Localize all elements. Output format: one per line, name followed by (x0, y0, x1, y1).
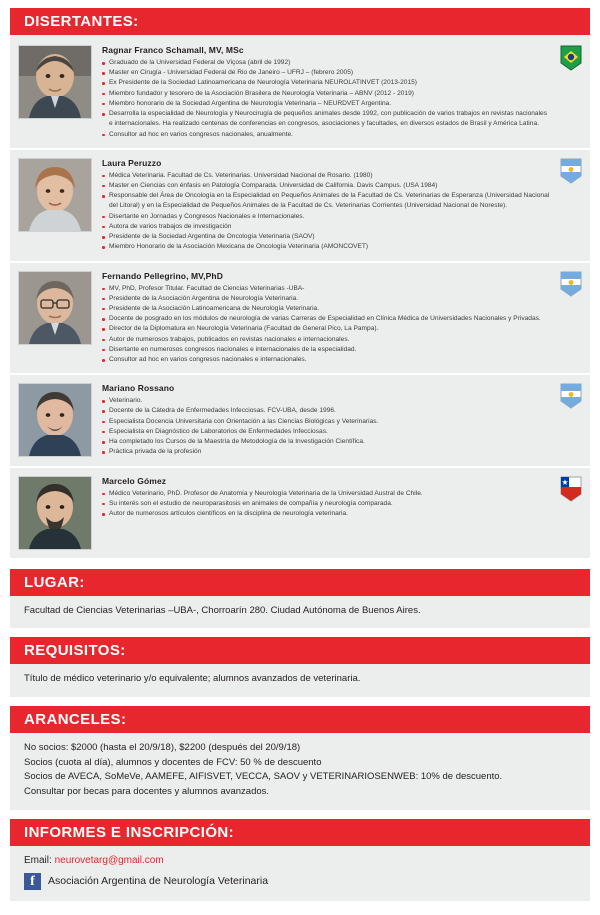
speaker-bullet: Master en Ciencias con énfasis en Patología Comparada. Universidad de California. Davis Campus. (USA 1984) (102, 181, 552, 191)
fees-line: No socios: $2000 (hasta el 20/9/18), $2200 (después del 20/9/18) (24, 742, 301, 753)
speaker-bullet: Disertante en numerosos congresos nacionales e internacionales de la especialidad. (102, 345, 552, 355)
speaker-photo (18, 271, 92, 345)
section-header-venue: LUGAR: (10, 569, 590, 596)
speaker-bullet: Especialista Docencia Universitaria con Orientación a las Ciencias Biológicas y Veterinarias. (102, 417, 552, 427)
spacer-bottom (0, 901, 600, 915)
speaker-bullet: Médica Veterinaria. Facultad de Cs. Veterinarias. Universidad Nacional de Rosario. (1980) (102, 171, 552, 181)
speaker-name: Mariano Rossano (102, 383, 175, 394)
speaker-name: Marcelo Gómez (102, 475, 167, 486)
spacer (0, 810, 600, 819)
speaker-name: Fernando Pellegrino, MV,PhD (102, 270, 223, 281)
speaker-bullet: Autora de varios trabajos de investigación (102, 222, 552, 232)
speaker-bullet: Veterinario. (102, 396, 552, 406)
speaker-bullet: Autor de numerosos artículos científicos en la disciplina de neurología veterinaria. (102, 509, 552, 519)
venue-text: Facultad de Ciencias Veterinarias –UBA-, Chorroarín 280. Ciudad Autónoma de Buenos Aires. (24, 604, 421, 616)
flyer-page (0, 8, 600, 915)
speaker-bullet: Práctica privada de la profesión (102, 447, 552, 457)
speaker-bullet: Director de la Diplomatura en Neurología Veterinaria (Facultad de General Pico, La Pampa). (102, 324, 552, 334)
speaker-row (10, 150, 590, 263)
requirements-text: Título de médico veterinario y/o equivalente; alumnos avanzados de veterinaria. (24, 673, 361, 685)
speaker-bullet: Ex Presidente de la Sociedad Latinoamericana de Neurología Veterinaria NEUROLATINVET (2013-2015) (102, 78, 552, 88)
speaker-body (102, 158, 552, 253)
spacer (0, 697, 600, 706)
speaker-bullets (102, 284, 552, 366)
speaker-row (10, 263, 590, 376)
speaker-row (10, 375, 590, 467)
email-address[interactable]: neurovetarg@gmail.com (54, 854, 164, 866)
speaker-photo (18, 476, 92, 550)
speaker-bullet: Ha completado los Cursos de la Maestría de Metodología de la Investigación Científica. (102, 437, 552, 447)
section-header-requirements: REQUISITOS: (10, 637, 590, 664)
speaker-bullet: Presidente de la Sociedad Argentina de Oncología Veterinaria (SAOV) (102, 232, 552, 242)
speaker-bullets (102, 396, 552, 457)
speakers-list (10, 35, 590, 560)
speaker-photo (18, 45, 92, 119)
speaker-bullet: Autor de numerosos trabajos, publicados en revistas nacionales e internacionales. (102, 335, 552, 345)
speaker-bullet: Docente de la Cátedra de Enfermedades Infecciosas. FCV-UBA, desde 1996. (102, 406, 552, 416)
speaker-bullet: Especialista en Diagnóstico de Laboratorios de Enfermedades Infecciosas. (102, 427, 552, 437)
speaker-bullet: Médico Veterinario, PhD. Profesor de Anatomía y Neurología Veterinaria de la Universidad Austral de Chile. (102, 489, 552, 499)
facebook-icon[interactable]: f (24, 873, 41, 890)
speaker-body (102, 476, 552, 520)
speaker-bullets (102, 171, 552, 253)
speaker-row (10, 468, 590, 560)
requirements-block (10, 664, 590, 697)
speaker-bullets (102, 58, 552, 140)
speaker-bullet: Consultor ad hoc en varios congresos nacionales, anualmente. (102, 130, 552, 140)
speaker-bullet: Desarrolla la especialidad de Neurología y Neurocirugía de pequeños animales desde 1992, con publicación de varios trabajos en revistas nacionales e internacionales. Ha realizado centenas de conferencias en congresos, asociaciones y facultades, en diversos estados de Brasil y América Latina. (102, 109, 552, 129)
speaker-body (102, 271, 552, 366)
speaker-bullet: Su interés son el estudio de neuroparasitosis en animales de compañía y neurología comparada. (102, 499, 552, 509)
fees-line: Consultar por becas para docentes y alumnos avanzados. (24, 786, 270, 798)
speaker-name: Ragnar Franco Schamall, MV, MSc (102, 45, 244, 55)
contact-block (10, 846, 590, 901)
spacer (0, 628, 600, 637)
flag-brazil-icon (560, 45, 582, 71)
flag-argentina-icon (560, 271, 582, 297)
speaker-name: Laura Peruzzo (102, 157, 162, 168)
facebook-row[interactable] (24, 873, 576, 890)
fees-line: Socios de AVECA, SoMeVe, AAMEFE, AIFISVET, VECCA, SAOV y VETERINARIOSENWEB: 10% de descuento. (24, 771, 503, 783)
speaker-bullet: Presidente de la Asociación Argentina de Neurología Veterinaria. (102, 294, 552, 304)
flag-argentina-icon (560, 383, 582, 409)
email-row (24, 855, 576, 866)
speaker-bullet: Miembro fundador y tesorero de la Asociación Brasilera de Neurología Veterinaria – ABNV (2012 - 2019) (102, 89, 552, 99)
speaker-body (102, 45, 552, 140)
speaker-bullet: Graduado de la Universidad Federal de Viçosa (abril de 1992) (102, 58, 552, 68)
facebook-page-name[interactable]: Asociación Argentina de Neurología Veterinaria (48, 875, 269, 888)
speaker-photo (18, 158, 92, 232)
speaker-bullet: Miembro Honorario de la Asociación Mexicana de Oncología Veterinaria (AMONCOVET) (102, 242, 552, 252)
speaker-bullet: Docente de posgrado en los módulos de neurología de varias Carreras de Especialidad en Clínica Médica de Universidades Nacionales y Privadas. (102, 314, 552, 324)
section-header-fees: ARANCELES: (10, 706, 590, 733)
venue-block (10, 596, 590, 629)
speaker-photo (18, 383, 92, 457)
speaker-bullet: Consultor ad hoc en varios congresos nacionales e internacionales. (102, 355, 552, 365)
speaker-bullet: Responsable del Área de Oncología en la Especialidad en Pequeños Animales de la Facultad de Cs. Veterinarias de Esperanza (Universidad Nacional del Litoral) y en la Especialidad de Pequeños Animales de la Facultad de Cs. Veterinarias Corrientes (Universidad Nacional de Noreste). (102, 191, 552, 211)
speaker-bullets (102, 489, 552, 520)
speaker-bullet: Disertante en Jornadas y Congresos Nacionales e Internacionales. (102, 212, 552, 222)
flag-chile-icon (560, 476, 582, 502)
spacer (0, 560, 600, 569)
speaker-bullet: MV, PhD, Profesor Titular. Facultad de Ciencias Veterinarias -UBA- (102, 284, 552, 294)
flag-argentina-icon (560, 158, 582, 184)
speaker-body (102, 383, 552, 457)
speaker-bullet: Miembro honorario de la Sociedad Argentina de Neurología Veterinaria – NEURDVET Argentina. (102, 99, 552, 109)
speaker-bullet: Master en Cirugía - Universidad Federal de Rio de Janeiro – UFRJ – (febrero 2005) (102, 68, 552, 78)
email-label: Email: (24, 854, 52, 866)
fees-block (10, 733, 590, 810)
speaker-row (10, 35, 590, 150)
fees-line: Socios (cuota al día), alumnos y docentes de FCV: 50 % de descuento (24, 756, 322, 768)
speaker-bullet: Presidente de la Asociación Latinoamericana de Neurología Veterinaria. (102, 304, 552, 314)
section-header-speakers: DISERTANTES: (10, 8, 590, 35)
section-header-info: INFORMES E INSCRIPCIÓN: (10, 819, 590, 846)
